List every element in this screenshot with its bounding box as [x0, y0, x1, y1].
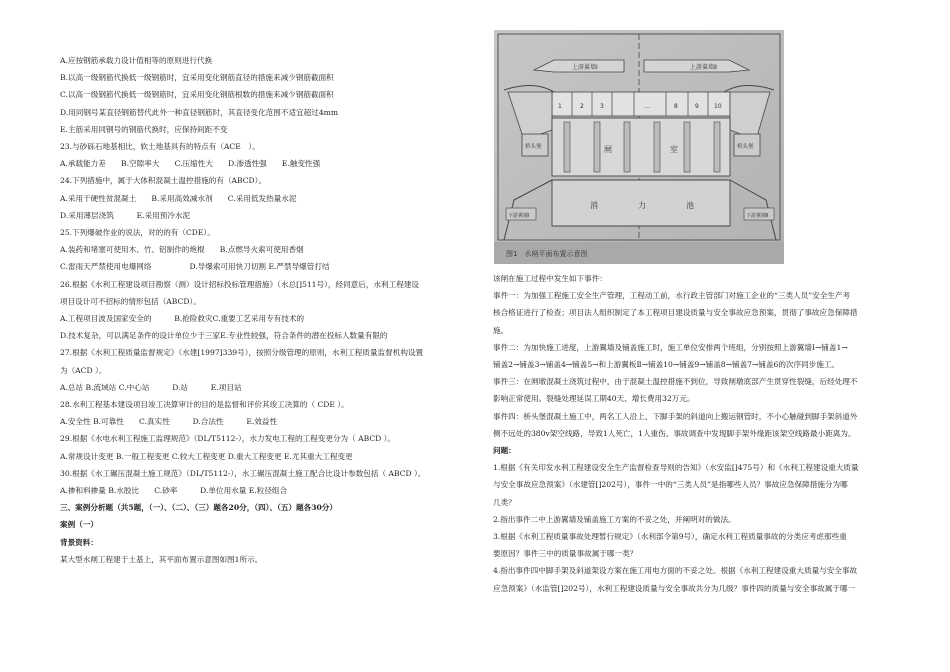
question-27: 27.根据《水利工程质量监督规定》（水建[1997]339号），按照分级管理的原则，水利工程质量监督机构设置 — [60, 348, 424, 358]
cell-label: 2 — [580, 103, 584, 110]
question-1: 1.根据《有关印发水利工程建设安全生产监督检查导则的告知》（水安监[]475号）和《水利工程建设重大质量 — [493, 463, 859, 473]
label-lock-b: 室 — [670, 145, 678, 154]
option-line: D.用同钢号某直径钢筋替代此外一种直径钢筋时，其直径变化范围不适宜超过4mm — [60, 107, 339, 117]
left-column — [60, 52, 470, 568]
option-line: E.主筋采用同钢号的钢筋代换时，应保持间距不变 — [60, 124, 228, 134]
label-lock-a: 闸 — [604, 145, 612, 154]
question-26-cont: 项目设计可不招标的情形包括（ABCD）。 — [60, 296, 201, 306]
figure-caption: 图1 水闸平面布置示意图 — [506, 250, 588, 258]
event-2-cont: 铺盖2→铺盖3→铺盖4→铺盖5→和上游翼板Ⅱ→铺盖10→铺盖9→铺盖8→铺盖7→铺盖6的次序同步施工。 — [493, 360, 840, 370]
label-upstream-wall-1: 上游翼墙Ⅰ — [572, 64, 598, 71]
option-line: B.以高一级钢筋代换低一级钢筋时，宜采用变化钢筋直径的措施来减少钢筋截面积 — [60, 73, 334, 83]
option-line: D.技术复杂，可以满足条件的设计单位少于三家E.专业性较强，符合条件的潜在投标人数量有限的 — [60, 331, 388, 341]
cell-label: … — [644, 103, 650, 110]
section-heading: 三、案例分析题（共5题，（一）、（二）、（三）题各20分，（四）、（五）题各30分） — [60, 503, 337, 513]
question-29: 29.根据《水电水利工程施工监理规范》（DL/T5112-），水力发电工程的工程变更分为（ ABCD ）。 — [60, 434, 396, 444]
label-downstream-wall-1: 下游翼墙Ⅰ — [508, 213, 530, 219]
cell-label: 9 — [695, 103, 699, 110]
event-3-cont: 影响正常使用。裂缝处理延误工期40天、增长费用32万元。 — [493, 394, 695, 404]
event-1: 事件一：为加强工程施工安全生产管理，工程动工前，水行政主管部门对施工企业的“三类人员”安全生产考 — [493, 291, 851, 301]
option-line: A.总站 B.流域站 C.中心站 D.站 E.项目站 — [60, 382, 242, 392]
label-downstream-wall-2: 下游翼墙Ⅱ — [746, 213, 769, 219]
event-3: 事件三：在闸墩混凝土浇筑过程中，由于混凝土温控措施不到位，导致闸墩底部产生贯穿性裂缝，后经处理不 — [493, 377, 858, 387]
label-upstream-wall-2: 上游翼墙Ⅱ — [690, 64, 717, 71]
option-line: D.采用薄层浇筑 E.采用预冷水泥 — [60, 210, 191, 220]
question-26: 26.根据《水利工程建设项目勘察（测）设计招标投标管理措施》（水总[]511号），经同意后，水利工程建设 — [60, 279, 420, 289]
event-4-cont: 侧不远处的380v架空线路，导致1人死亡，1人重伤。事故调查中发现脚手架外缘距该架空线路最小距离为。 — [493, 428, 856, 438]
cell-label: 3 — [600, 103, 604, 110]
question-25: 25.下列爆破作业的说法，对的的有（CDE）。 — [60, 228, 215, 238]
case-heading: 案例（一） — [60, 520, 98, 530]
question-24: 24.下列措施中，属于大体积混凝土温控措施的有（ABCD）。 — [60, 176, 267, 186]
background-text: 某大型水闸工程建于土基上，其平面布置示意图如图1所示。 — [60, 554, 263, 564]
question-27-cont: 为（ACD ）。 — [60, 365, 107, 375]
question-1-cont: 与安全事故应急预案》（水建管[]202号），事件一中的“三类人员”是指哪些人员？事故应急保障措施分为哪 — [493, 480, 848, 490]
option-line: A.安全性 B.可靠性 C.真实性 D.合法性 E.效益性 — [60, 417, 278, 427]
cell-label: 8 — [674, 103, 678, 110]
option-line: C.雷雨天严禁使用电爆网络 D.导爆索可用快刀切割 E.严禁导爆管打结 — [60, 262, 330, 272]
option-line: A.采用干硬性贫混凝土 B.采用高效减水剂 C.采用低发热量水泥 — [60, 193, 297, 203]
label-basin-a: 消 — [590, 201, 598, 210]
label-bridge-head-right: 桥头堡 — [737, 144, 754, 150]
sluice-plan-figure — [494, 30, 784, 264]
right-column — [493, 270, 906, 597]
option-line: C.以高一级钢筋代换低一级钢筋时，宜采用变化钢筋根数的措施来减少钢筋截面积 — [60, 90, 334, 100]
option-line: A.承载能力差 B.空隙率大 C.压缩性大 D.渗透性强 E.触变性强 — [60, 159, 321, 169]
option-line: A.掺和料掺量 B.水胶比 C.砂率 D.单位用水量 E.粒径组合 — [60, 486, 288, 496]
sluice-plan-drawing — [494, 30, 784, 264]
background-heading: 背景资料： — [60, 537, 98, 547]
question-30: 30.根据《水工碾压混凝土施工规范》（DL/T5112-），水工碾压混凝土施工配合比设计参数包括（ ABCD ）。 — [60, 468, 426, 478]
questions-heading: 问题： — [493, 446, 516, 456]
question-2: 2.指出事件二中上游翼墙及铺盖施工方案的不妥之处，并阐明对的做法。 — [493, 514, 736, 524]
cell-label: 10 — [714, 103, 722, 110]
lock-chamber — [552, 118, 730, 176]
label-basin-c: 池 — [686, 201, 694, 210]
question-1-cont: 几类？ — [493, 497, 516, 507]
cell-label: 1 — [558, 103, 562, 110]
events-intro: 该闸在施工过程中发生如下事件： — [493, 274, 607, 283]
apron-row — [552, 92, 730, 116]
option-line: A.装药和堵塞可使用木、竹、铝制作的炮棍 B.点燃导火索可使用香烟 — [60, 245, 304, 255]
event-1-cont: 施。 — [493, 325, 509, 335]
event-4: 事件四：桥头堡混凝土施工中，两名工人沿上、下脚手架的斜道向上搬运钢管时，不小心触碰到脚手架斜道外 — [493, 411, 858, 421]
option-line: A.工程项目波及国家安全的 B.抢险救灾C.重要工艺采用专有技术的 — [60, 314, 305, 324]
option-line: A.常规设计变更 B.一般工程变更 C.较大工程变更 D.重大工程变更 E.尤其重大工程变更 — [60, 451, 353, 461]
label-bridge-head-left: 桥头堡 — [525, 144, 542, 150]
question-4-cont: 应急预案》（水监管[]202号），水利工程建设质量与安全事故共分为几级？事件四的质量与安全事故属于哪一 — [493, 583, 856, 593]
question-3-cont: 要原因？事件三中的质量事故属于哪一类？ — [493, 549, 638, 559]
question-23: 23.与砂砾石地基相比，软土地基具有的特点有（ACE ）。 — [60, 142, 260, 152]
event-1-cont: 核合格证进行了检查；项目法人组织制定了本工程项目建设质量与安全事故应急预案，贯彻了事故应急保障措 — [493, 308, 858, 318]
question-3: 3.根据《水利工程质量事故处理暂行规定》（水利部令第9号），确定水利工程质量事故的分类应考虑那些重 — [493, 532, 847, 542]
option-line: A.应按钢筋承载力设计值相等的原则进行代换 — [60, 56, 213, 65]
question-4: 4.指出事件四中脚手架及斜道架设方案在施工用电方面的不妥之处。根据《水利工程建设重大质量与安全事故 — [493, 566, 858, 576]
label-basin-b: 力 — [638, 201, 646, 210]
event-2: 事件二：为加快施工进度，上游翼墙及铺盖施工时，施工单位安排两个班组，分别按照上游翼墙Ⅰ→铺盖1→ — [493, 342, 848, 352]
question-28: 28.水利工程基本建设项目竣工决算审计的目的是监督和评价其竣工决算的（ CDE ）。 — [60, 400, 349, 410]
